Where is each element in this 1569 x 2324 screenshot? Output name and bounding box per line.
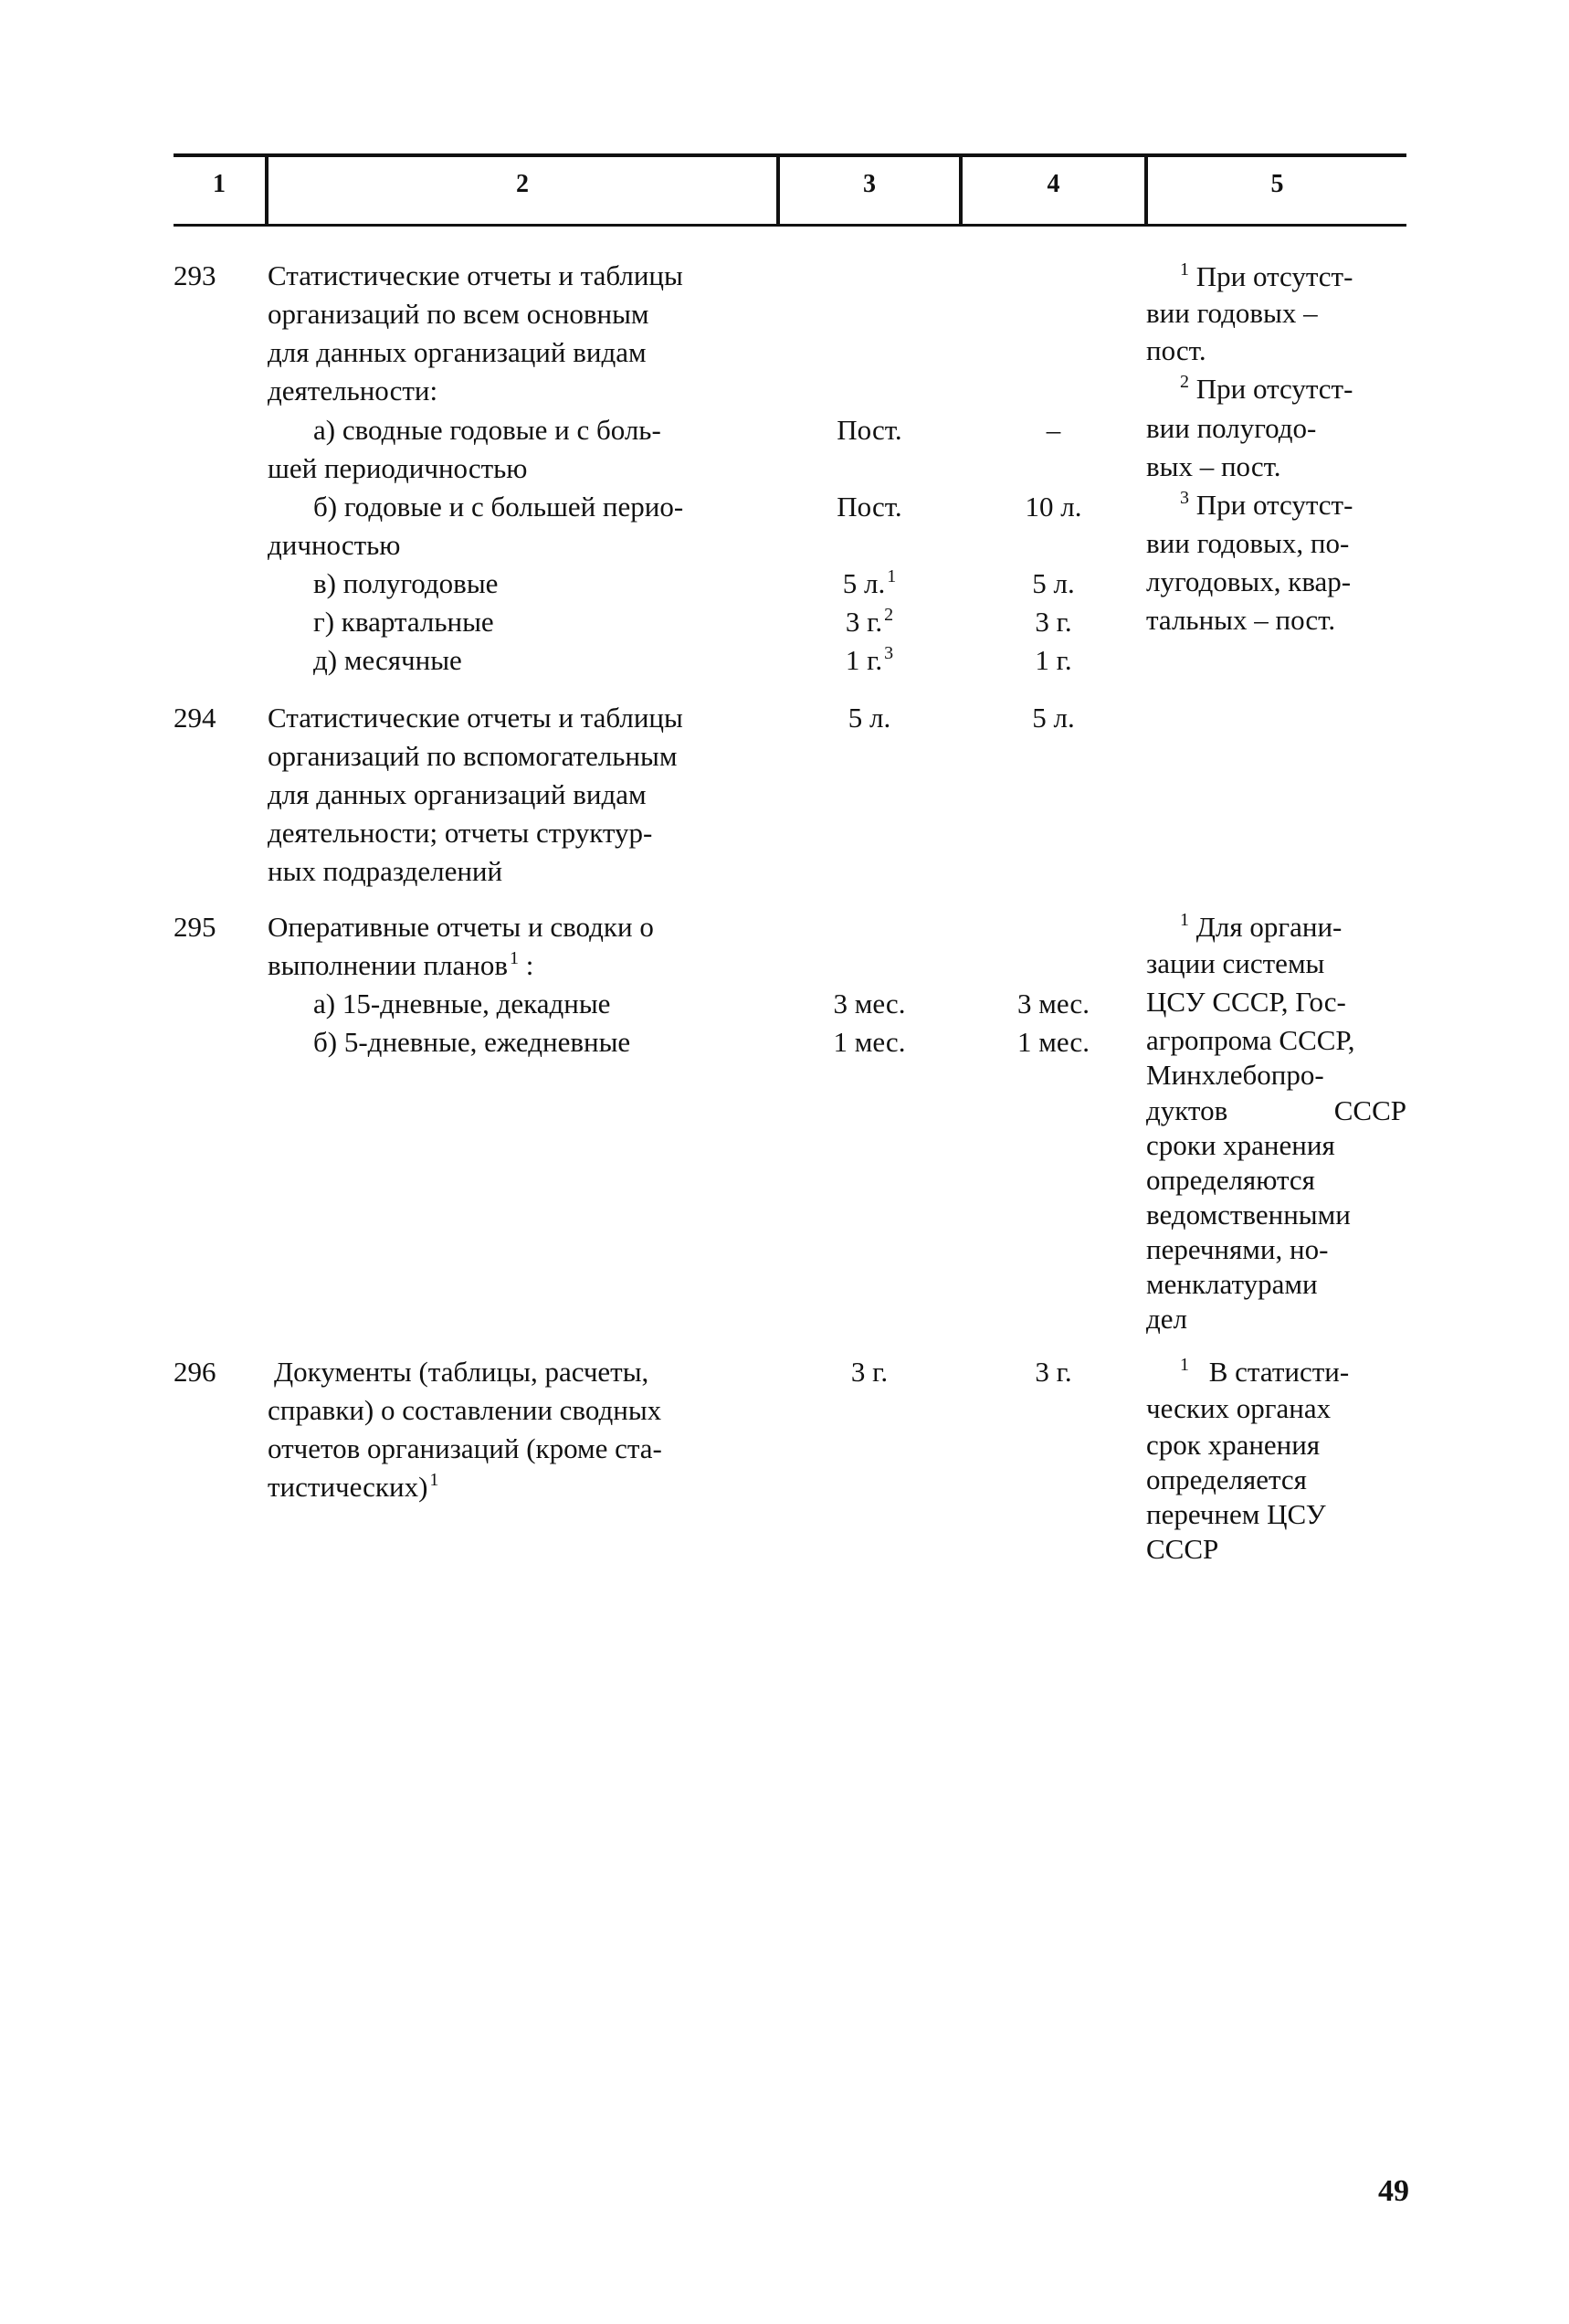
column-header-4: 4	[1047, 170, 1060, 198]
note-line: срок хранения	[1146, 1429, 1321, 1461]
note-line: Минхлебопро-	[1146, 1059, 1324, 1091]
entry-title-line: Документы (таблицы, расчеты,	[274, 1356, 649, 1388]
note-line: лугодовых, квар-	[1146, 565, 1352, 597]
page-number: 49	[1378, 2174, 1409, 2208]
entry-title-line: деятельности:	[268, 375, 438, 407]
subitem-line: б) годовые и с большей перио-	[313, 491, 684, 523]
column-header-1: 1	[213, 170, 226, 198]
entry-number: 293	[174, 259, 216, 291]
note-line: $^1$ В статисти-	[1180, 1355, 1350, 1388]
note-line: перечнем ЦСУ	[1146, 1498, 1326, 1530]
entry-title-line: организаций по всем основным	[268, 298, 649, 330]
retention-col3: 3 мес.	[833, 988, 906, 1019]
retention-col3: 5 л.	[848, 702, 891, 734]
subitem-line: г) квартальные	[313, 606, 494, 638]
footnote-mark: 1	[1180, 259, 1189, 280]
retention-col4: 3 мес.	[1017, 988, 1090, 1019]
retention-col3: 1 мес.	[833, 1026, 906, 1058]
entry-title-line: для данных организаций видам	[268, 778, 647, 810]
note-line: СССР	[1146, 1533, 1219, 1565]
table-top-rule	[174, 153, 1406, 157]
footnote-mark: 2	[884, 605, 894, 625]
subitem-line: шей периодичностью	[268, 452, 528, 484]
retention-col3: Пост.	[837, 491, 902, 523]
entry-title-line: тистических) $^1$	[268, 1470, 439, 1503]
retention-col4: 3 г.	[1035, 1356, 1072, 1388]
note-line: пост.	[1146, 334, 1206, 366]
note-line: $^1$ Для органи-	[1180, 910, 1343, 943]
retention-col3: 3 г. $^2$	[845, 605, 894, 638]
retention-col3: Пост.	[837, 414, 902, 446]
note-line: зации системы	[1146, 947, 1325, 979]
note-line: дел	[1146, 1303, 1188, 1335]
footnote-mark: 3	[1180, 488, 1189, 508]
footnote-mark: 1	[429, 1470, 439, 1490]
note-line: агропрома СССР,	[1146, 1024, 1355, 1056]
subitem-line: а) сводные годовые и с боль-	[313, 414, 661, 446]
column-header-2: 2	[516, 170, 529, 198]
entry-number: 296	[174, 1356, 216, 1388]
retention-col4: 5 л.	[1032, 567, 1075, 599]
note-line: ЦСУ СССР, Гос-	[1146, 986, 1346, 1018]
entry-title-line: Статистические отчеты и таблицы	[268, 259, 683, 291]
entry-title-line: Оперативные отчеты и сводки о	[268, 911, 654, 943]
note-line: вии годовых, по-	[1146, 527, 1350, 559]
entry-title-line: для данных организаций видам	[268, 336, 647, 368]
footnote-mark: 1	[1180, 910, 1189, 930]
note-line: определяются	[1146, 1164, 1315, 1196]
retention-col4: 10 л.	[1025, 491, 1082, 523]
subitem-line: в) полугодовые	[313, 567, 499, 599]
retention-col4: 1 г.	[1035, 644, 1072, 676]
column-header-5: 5	[1270, 170, 1284, 198]
note-line: вых – пост.	[1146, 450, 1281, 482]
footnote-mark: 1	[1180, 1355, 1189, 1375]
retention-col3: 1 г. $^3$	[845, 643, 894, 676]
entry-title-line: Статистические отчеты и таблицы	[268, 702, 683, 734]
note-line: $^3$ При отсутст-	[1180, 488, 1353, 521]
footnote-mark: 2	[1180, 372, 1189, 392]
retention-col4: 1 мес.	[1017, 1026, 1090, 1058]
subitem-line: д) месячные	[313, 644, 462, 676]
subitem-line: а) 15-дневные, декадные	[313, 988, 611, 1019]
retention-col4: 5 л.	[1032, 702, 1075, 734]
subitem-line: б) 5-дневные, ежедневные	[313, 1026, 631, 1058]
entry-title-line: справки) о составлении сводных	[268, 1394, 662, 1426]
note-line: ведомственными	[1146, 1199, 1351, 1231]
retention-col4: –	[1046, 414, 1061, 446]
note-line: тальных – пост.	[1146, 604, 1336, 636]
note-line: перечнями, но-	[1146, 1233, 1329, 1265]
note-line: ческих органах	[1146, 1392, 1332, 1424]
entry-title-line: отчетов организаций (кроме ста-	[268, 1432, 662, 1464]
footnote-mark: 3	[884, 643, 894, 663]
note-line: $^1$ При отсутст-	[1180, 259, 1353, 292]
entry-title-line: выполнении планов $^1$ :	[268, 948, 534, 981]
footnote-mark: 1	[510, 948, 520, 968]
note-line: дуктов СССР	[1146, 1094, 1406, 1126]
retention-col3: 3 г.	[850, 1356, 889, 1388]
entry-title-line: организаций по вспомогательным	[268, 740, 678, 772]
table-header-rule	[174, 224, 1406, 227]
entry-number: 295	[174, 911, 216, 943]
column-header-3: 3	[863, 170, 876, 198]
entry-number: 294	[174, 702, 216, 734]
footnote-mark: 1	[887, 566, 897, 586]
note-line: вии годовых –	[1146, 297, 1318, 329]
note-line: вии полугодо-	[1146, 412, 1317, 444]
entry-title-line: деятельности; отчеты структур-	[268, 817, 653, 849]
note-line: сроки хранения	[1146, 1129, 1335, 1161]
entry-title-line: ных подразделений	[268, 855, 503, 887]
retention-col4: 3 г.	[1035, 606, 1072, 638]
note-line: $^2$ При отсутст-	[1180, 372, 1353, 405]
note-line: менклатурами	[1146, 1268, 1318, 1300]
note-line: определяется	[1146, 1463, 1307, 1495]
subitem-line: дичностью	[268, 529, 401, 561]
retention-col3: 5 л. $^1$	[842, 566, 897, 599]
